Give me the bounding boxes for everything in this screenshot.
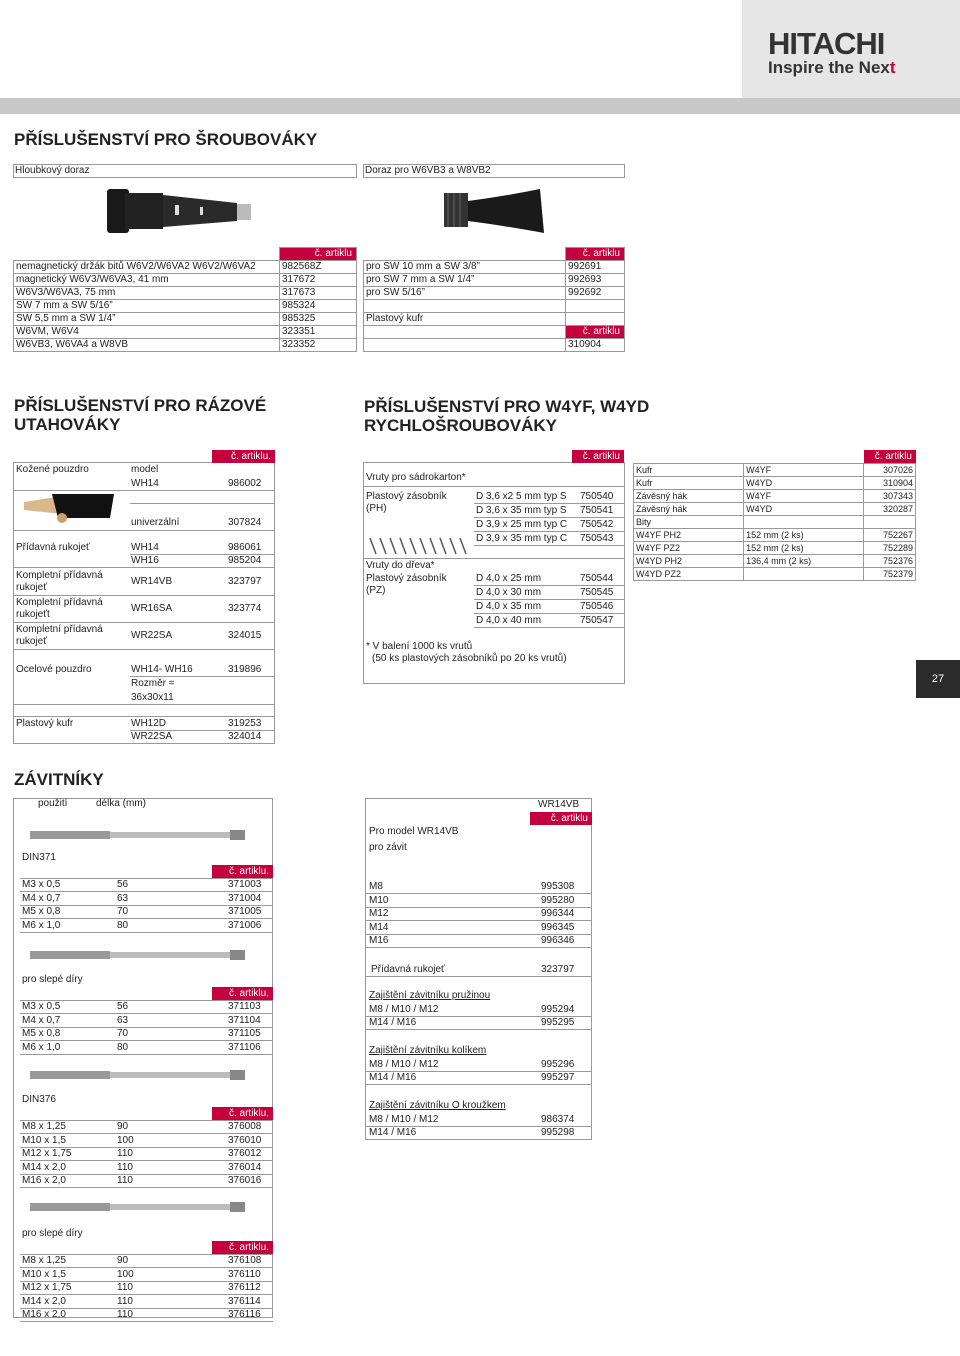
tap-length: 80 bbox=[117, 919, 129, 931]
table-row bbox=[364, 313, 625, 326]
tap-size: M14 x 2,0 bbox=[22, 1295, 66, 1307]
dimension-value: 36x30x11 bbox=[131, 692, 174, 703]
article-number: 371104 bbox=[228, 1014, 261, 1026]
article-number: 371003 bbox=[228, 879, 262, 890]
article-number: 371004 bbox=[228, 892, 262, 904]
row-divider bbox=[365, 1084, 592, 1085]
row-divider bbox=[13, 716, 275, 717]
col-header: č. artiklu. bbox=[212, 987, 273, 1000]
screw-mark bbox=[400, 538, 406, 554]
screw-mark bbox=[420, 538, 426, 554]
article-number: 324014 bbox=[228, 731, 262, 742]
row-divider bbox=[365, 947, 592, 948]
ph-label-1: Plastový zásobník bbox=[366, 491, 447, 502]
leather-pouch-image bbox=[22, 488, 118, 524]
article-number: 995297 bbox=[541, 1072, 575, 1083]
article-number: 750545 bbox=[580, 587, 614, 598]
row-divider bbox=[130, 676, 275, 677]
tap-size: M14 x 2,0 bbox=[22, 1161, 66, 1173]
screw-mark bbox=[380, 538, 386, 554]
screw-spec: D 3,9 x 25 mm typ C bbox=[476, 519, 568, 530]
thread-size: M10 bbox=[369, 894, 389, 906]
model-value: WH14- WH16 bbox=[131, 664, 193, 675]
article-number: 376108 bbox=[228, 1255, 262, 1266]
article-number: 750540 bbox=[580, 491, 614, 502]
table-cell: W6VB3, W6VA4 a W8VB bbox=[14, 339, 280, 352]
col-header: č. artiklu bbox=[530, 812, 592, 825]
table-row bbox=[14, 274, 357, 287]
article-number: 376114 bbox=[228, 1295, 261, 1307]
tap-group-label: DIN376 bbox=[22, 1094, 56, 1105]
tap-size: M3 x 0,5 bbox=[22, 1001, 61, 1012]
table-cell: 985324 bbox=[280, 300, 357, 313]
table-cell: Kufr bbox=[634, 464, 744, 477]
table-row bbox=[364, 339, 625, 352]
table-cell: W6V3/W6VA3, 75 mm bbox=[14, 287, 280, 300]
pouziti-label: použití bbox=[38, 798, 68, 809]
row-divider bbox=[363, 486, 625, 487]
tap-length: 110 bbox=[117, 1309, 133, 1320]
table-row bbox=[14, 287, 357, 300]
tap-length: 63 bbox=[117, 1014, 129, 1026]
table-cell: 152 mm (2 ks) bbox=[744, 529, 864, 542]
row-divider bbox=[20, 1187, 273, 1188]
handle-label: Kompletní přídavná bbox=[16, 597, 103, 608]
article-number: 376012 bbox=[228, 1148, 262, 1159]
table-cell: 310904 bbox=[566, 339, 625, 352]
article-number: 319896 bbox=[228, 664, 262, 675]
page-number: 27 bbox=[916, 660, 960, 698]
row-divider bbox=[13, 595, 275, 596]
depth-stop-table bbox=[13, 247, 357, 352]
table-row bbox=[364, 287, 625, 300]
row-divider bbox=[20, 1054, 273, 1055]
screw-strip-image bbox=[364, 534, 474, 558]
section-title-w4yf: PŘÍSLUŠENSTVÍ PRO W4YF, W4YD RYCHLOŠROUBOVÁKY bbox=[364, 397, 650, 435]
row-divider bbox=[13, 622, 275, 623]
thread-size: M8 / M10 / M12 bbox=[369, 1114, 439, 1125]
tap-length: 70 bbox=[117, 1028, 129, 1039]
table-cell: SW 5,5 mm a SW 1/4” bbox=[14, 313, 280, 326]
section-title-taps: ZÁVITNÍKY bbox=[14, 770, 104, 789]
thread-size: M8 / M10 / M12 bbox=[369, 1004, 439, 1015]
dimension-label: Rozměr = bbox=[131, 678, 175, 689]
table-row bbox=[634, 477, 916, 490]
table-cell bbox=[744, 516, 864, 529]
wr-title: WR14VB bbox=[538, 799, 580, 810]
row-divider bbox=[130, 503, 275, 504]
tap-size: M12 x 1,75 bbox=[22, 1282, 72, 1293]
table-row bbox=[14, 326, 357, 339]
tap-group-label: DIN371 bbox=[22, 852, 56, 863]
table-row bbox=[634, 529, 916, 542]
table-cell bbox=[364, 300, 566, 313]
article-number: 310904 bbox=[864, 477, 916, 490]
article-number: 752379 bbox=[864, 568, 916, 581]
article-number bbox=[864, 516, 916, 529]
article-number: 750547 bbox=[580, 615, 614, 626]
row-divider bbox=[13, 490, 275, 491]
model-value: WH14 bbox=[131, 478, 159, 489]
model-value: WH12D bbox=[131, 718, 167, 729]
thread-size: M8 / M10 / M12 bbox=[369, 1059, 439, 1070]
article-number: 376110 bbox=[228, 1268, 261, 1280]
row-divider bbox=[474, 627, 625, 628]
screw-spec: D 3,6 x 35 mm typ S bbox=[476, 505, 567, 516]
tap-size: M16 x 2,0 bbox=[22, 1309, 66, 1320]
lock-title: Zajištění závitníku pružinou bbox=[369, 990, 491, 1001]
tap-size: M5 x 0,8 bbox=[22, 1028, 61, 1039]
article-number: 323797 bbox=[228, 576, 262, 587]
article-number: 323774 bbox=[228, 603, 262, 614]
top-banner bbox=[0, 0, 742, 98]
model-value: WR22SA bbox=[131, 731, 173, 742]
tap-size: M10 x 1,5 bbox=[22, 1268, 66, 1280]
row-divider bbox=[474, 613, 625, 614]
table-cell: magnetický W6V3/W6VA3, 41 mm bbox=[14, 274, 280, 287]
tap-length: 80 bbox=[117, 1041, 129, 1053]
drywall-screws-label: Vruty pro sádrokarton* bbox=[366, 472, 466, 483]
ph-label-2: (PH) bbox=[366, 503, 387, 514]
article-number: 371105 bbox=[228, 1028, 261, 1039]
article-number: 750546 bbox=[580, 601, 614, 612]
handle-label: rukojeť bbox=[16, 636, 47, 647]
table-cell: 982568Z bbox=[280, 261, 357, 274]
thread-size: M14 / M16 bbox=[369, 1072, 417, 1083]
model-value: WH16 bbox=[131, 555, 159, 566]
screw-mark bbox=[430, 538, 436, 554]
thread-size: M8 bbox=[369, 881, 383, 892]
tap-size: M16 x 2,0 bbox=[22, 1175, 66, 1186]
col-header: č. artiklu bbox=[566, 326, 625, 339]
table-cell: nemagnetický držák bitů W6V2/W6VA2 W6V2/W6VA2 bbox=[14, 261, 280, 274]
table-row bbox=[364, 326, 625, 339]
tap-size: M4 x 0,7 bbox=[22, 892, 61, 904]
row-divider bbox=[20, 932, 273, 933]
table-cell: 323352 bbox=[280, 339, 357, 352]
article-number: 752267 bbox=[864, 529, 916, 542]
article-number: 995308 bbox=[541, 881, 575, 892]
article-number: 995296 bbox=[541, 1059, 575, 1070]
article-number: 995298 bbox=[541, 1127, 575, 1138]
article-number: 324015 bbox=[228, 630, 262, 641]
row-divider bbox=[474, 503, 625, 504]
table-cell: 323351 bbox=[280, 326, 357, 339]
pz-label-1: Plastový zásobník bbox=[366, 573, 447, 584]
table-row bbox=[364, 261, 625, 274]
model-value: WR22SA bbox=[131, 630, 173, 641]
col-header: č. artiklu. bbox=[212, 450, 275, 463]
col-header: č. artiklu bbox=[566, 248, 625, 261]
model-value: univerzální bbox=[131, 517, 180, 528]
article-number: 995295 bbox=[541, 1017, 575, 1028]
tap-group-label: pro slepé díry bbox=[22, 1228, 83, 1239]
article-number: 376112 bbox=[228, 1282, 261, 1293]
delka-label: délka (mm) bbox=[96, 798, 147, 809]
article-number: 376116 bbox=[228, 1309, 261, 1320]
article-number: 371005 bbox=[228, 906, 262, 917]
note-1: * V balení 1000 ks vrutů bbox=[366, 641, 473, 652]
screw-spec: D 4,0 x 25 mm bbox=[476, 573, 542, 584]
screw-mark bbox=[370, 538, 376, 554]
article-number: 371006 bbox=[228, 919, 262, 931]
article-number: 995294 bbox=[541, 1004, 575, 1015]
article-number: 376014 bbox=[228, 1161, 262, 1173]
tap-size: M10 x 1,5 bbox=[22, 1134, 66, 1146]
row-divider bbox=[365, 1139, 592, 1140]
table-row bbox=[14, 261, 357, 274]
article-number: 986061 bbox=[228, 542, 262, 553]
row-divider bbox=[365, 976, 592, 977]
header-divider bbox=[0, 98, 960, 114]
steel-pouch-label: Ocelové pouzdro bbox=[16, 664, 92, 675]
screw-spec: D 3,6 x2 5 mm typ S bbox=[476, 491, 567, 502]
table-cell: SW 7 mm a SW 5/16” bbox=[14, 300, 280, 313]
col-header: č. artiklu. bbox=[212, 865, 273, 878]
thread-size: M16 bbox=[369, 935, 389, 947]
table-row bbox=[634, 464, 916, 477]
handle-label: rukojeť bbox=[16, 582, 47, 593]
table-cell bbox=[566, 300, 625, 313]
table-row bbox=[634, 516, 916, 529]
table-cell: Plastový kufr bbox=[364, 313, 566, 326]
article-number: 750542 bbox=[580, 519, 614, 530]
tap-length: 110 bbox=[117, 1282, 133, 1293]
article-number: 750544 bbox=[580, 573, 614, 584]
model-label: model bbox=[131, 464, 159, 475]
tap-size: M6 x 1,0 bbox=[22, 919, 61, 931]
table-cell bbox=[744, 568, 864, 581]
tap-size: M4 x 0,7 bbox=[22, 1014, 61, 1026]
table-row bbox=[634, 503, 916, 516]
tap-size: M8 x 1,25 bbox=[22, 1255, 66, 1266]
article-number: 307343 bbox=[864, 490, 916, 503]
article-number: 323797 bbox=[541, 964, 575, 975]
article-number: 371103 bbox=[228, 1001, 261, 1012]
tap-size: M12 x 1,75 bbox=[22, 1148, 72, 1159]
article-number: 752376 bbox=[864, 555, 916, 568]
article-number: 320287 bbox=[864, 503, 916, 516]
thread-size: M14 / M16 bbox=[369, 1017, 417, 1028]
article-number: 996345 bbox=[541, 921, 575, 933]
tap-size: M6 x 1,0 bbox=[22, 1041, 61, 1053]
table-cell: pro SW 10 mm a SW 3/8” bbox=[364, 261, 566, 274]
tap-length: 110 bbox=[117, 1161, 133, 1173]
table-cell: 992692 bbox=[566, 287, 625, 300]
col-header: č. artiklu. bbox=[212, 1241, 273, 1254]
row-divider bbox=[474, 545, 625, 546]
screw-spec: D 4,0 x 35 mm bbox=[476, 601, 542, 612]
note-2: (50 ks plastových zásobníků po 20 ks vrutů) bbox=[372, 653, 567, 664]
tap-group-label: pro slepé díry bbox=[22, 974, 83, 985]
table-cell: Závěsný hák bbox=[634, 503, 744, 516]
tap-image bbox=[30, 826, 248, 844]
row-divider bbox=[13, 704, 275, 705]
extra-handle-label: Přídavná rukojeť bbox=[371, 964, 445, 975]
table-row bbox=[634, 542, 916, 555]
tap-size: M5 x 0,8 bbox=[22, 906, 61, 917]
table-cell: Závěsný hák bbox=[634, 490, 744, 503]
depth-stop-image bbox=[105, 183, 255, 239]
table-row bbox=[364, 274, 625, 287]
thread-size: M12 bbox=[369, 908, 389, 920]
tap-length: 110 bbox=[117, 1295, 133, 1307]
handle-label: rukojeťt bbox=[16, 609, 50, 620]
tap-length: 100 bbox=[117, 1134, 134, 1146]
row-divider bbox=[474, 517, 625, 518]
table-cell: Kufr bbox=[634, 477, 744, 490]
table-cell: W4YF PH2 bbox=[634, 529, 744, 542]
thread-size: M14 / M16 bbox=[369, 1127, 417, 1138]
table-cell: pro SW 5/16” bbox=[364, 287, 566, 300]
col-header: č. artiklu. bbox=[212, 1107, 273, 1120]
pro-zavit: pro závit bbox=[369, 842, 407, 853]
table-cell bbox=[566, 313, 625, 326]
handle-label: Přídavná rukojeť bbox=[16, 542, 90, 553]
row-divider bbox=[363, 558, 625, 559]
row-divider bbox=[365, 1029, 592, 1030]
article-number: 986002 bbox=[228, 478, 262, 489]
tap-size: M8 x 1,25 bbox=[22, 1121, 66, 1132]
table-cell: Bity bbox=[634, 516, 744, 529]
tap-length: 56 bbox=[117, 1001, 129, 1012]
tap-length: 70 bbox=[117, 906, 129, 917]
tap-length: 90 bbox=[117, 1121, 129, 1132]
screw-mark bbox=[450, 538, 456, 554]
table-cell: 136,4 mm (2 ks) bbox=[744, 555, 864, 568]
table-cell: 985325 bbox=[280, 313, 357, 326]
table-cell: W4YD bbox=[744, 477, 864, 490]
tap-size: M3 x 0,5 bbox=[22, 879, 61, 890]
table-cell: W4YD PH2 bbox=[634, 555, 744, 568]
pz-label-2: (PZ) bbox=[366, 585, 386, 596]
tap-image bbox=[30, 1066, 248, 1084]
w4y-table bbox=[633, 463, 916, 581]
table-cell: W4YF PZ2 bbox=[634, 542, 744, 555]
article-number: 371106 bbox=[228, 1041, 261, 1053]
tap-length: 110 bbox=[117, 1148, 133, 1159]
tap-length: 100 bbox=[117, 1268, 134, 1280]
table-row bbox=[14, 339, 357, 352]
table-cell: W4YD PZ2 bbox=[634, 568, 744, 581]
model-value: WR16SA bbox=[131, 603, 173, 614]
right-header: Doraz pro W6VB3 a W8VB2 bbox=[365, 165, 491, 176]
brand-tagline: Inspire the Next bbox=[768, 58, 896, 77]
table-cell: W4YF bbox=[744, 464, 864, 477]
table-row bbox=[14, 313, 357, 326]
table-cell: 317673 bbox=[280, 287, 357, 300]
screw-mark bbox=[410, 538, 416, 554]
table-cell bbox=[364, 326, 566, 339]
row-divider bbox=[20, 1321, 273, 1322]
col-header: č. artiklu bbox=[864, 450, 916, 463]
leather-pouch-label: Kožené pouzdro bbox=[16, 464, 89, 475]
tap-length: 90 bbox=[117, 1255, 129, 1266]
table-cell: W6VM, W6V4 bbox=[14, 326, 280, 339]
article-number: 307026 bbox=[864, 464, 916, 477]
row-divider bbox=[474, 599, 625, 600]
tap-length: 63 bbox=[117, 892, 129, 904]
model-value: WH14 bbox=[131, 542, 159, 553]
screw-mark bbox=[460, 538, 466, 554]
article-number: 750543 bbox=[580, 533, 614, 544]
row-divider bbox=[474, 531, 625, 532]
table-cell bbox=[364, 339, 566, 352]
screw-mark bbox=[390, 538, 396, 554]
col-header: č. artiklu bbox=[572, 450, 624, 463]
article-number: 996346 bbox=[541, 935, 575, 947]
article-number: 996344 bbox=[541, 908, 575, 920]
table-cell: pro SW 7 mm a SW 1/4” bbox=[364, 274, 566, 287]
table-row bbox=[14, 300, 357, 313]
article-number: 307824 bbox=[228, 517, 262, 528]
row-divider bbox=[474, 585, 625, 586]
model-value: WR14VB bbox=[131, 576, 173, 587]
tap-length: 110 bbox=[117, 1175, 133, 1186]
stop-right-table bbox=[363, 247, 625, 352]
screw-spec: D 3,9 x 35 mm typ C bbox=[476, 533, 568, 544]
row-divider bbox=[13, 530, 275, 531]
section-title-screwdriver: PŘÍSLUŠENSTVÍ PRO ŠROUBOVÁKY bbox=[14, 130, 318, 149]
handle-label: Kompletní přídavná bbox=[16, 570, 103, 581]
tap-image bbox=[30, 946, 248, 964]
table-cell: W4YF bbox=[744, 490, 864, 503]
article-number: 319253 bbox=[228, 718, 262, 729]
table-row bbox=[634, 490, 916, 503]
section-title-impact: PŘÍSLUŠENSTVÍ PRO RÁZOVÉ UTAHOVÁKY bbox=[14, 396, 267, 434]
screw-spec: D 4,0 x 40 mm bbox=[476, 615, 542, 626]
tap-length: 56 bbox=[117, 879, 129, 890]
table-cell: W4YD bbox=[744, 503, 864, 516]
case-label: Plastový kufr bbox=[16, 718, 74, 729]
article-number: 750541 bbox=[580, 505, 614, 516]
left-header: Hloubkový doraz bbox=[15, 165, 90, 176]
table-row bbox=[364, 300, 625, 313]
brand-name: HITACHI bbox=[768, 26, 885, 61]
table-cell: 317672 bbox=[280, 274, 357, 287]
article-number: 986374 bbox=[541, 1114, 575, 1125]
pro-model: Pro model WR14VB bbox=[369, 826, 459, 837]
article-number: 995280 bbox=[541, 894, 575, 906]
screw-spec: D 4,0 x 30 mm bbox=[476, 587, 542, 598]
table-cell: 992691 bbox=[566, 261, 625, 274]
col-header: č. artiklu bbox=[280, 248, 357, 261]
table-cell: 992693 bbox=[566, 274, 625, 287]
screw-mark bbox=[440, 538, 446, 554]
depth-stop-right-image bbox=[440, 183, 550, 239]
brand-logo bbox=[742, 0, 960, 98]
lock-title: Zajištění závitníku O kroužkem bbox=[369, 1100, 506, 1111]
row-divider bbox=[13, 649, 275, 650]
article-number: 376008 bbox=[228, 1121, 262, 1132]
article-number: 752289 bbox=[864, 542, 916, 555]
tap-image bbox=[30, 1198, 248, 1216]
article-number: 376016 bbox=[228, 1175, 262, 1186]
table-cell: 152 mm (2 ks) bbox=[744, 542, 864, 555]
article-number: 985204 bbox=[228, 555, 262, 566]
thread-size: M14 bbox=[369, 921, 389, 933]
handle-label: Kompletní přídavná bbox=[16, 624, 103, 635]
row-divider bbox=[13, 567, 275, 568]
lock-title: Zajištění závitníku kolíkem bbox=[369, 1045, 487, 1056]
wood-screws-label: Vruty do dřeva* bbox=[366, 560, 435, 571]
table-row bbox=[634, 555, 916, 568]
table-row bbox=[634, 568, 916, 581]
article-number: 376010 bbox=[228, 1134, 262, 1146]
